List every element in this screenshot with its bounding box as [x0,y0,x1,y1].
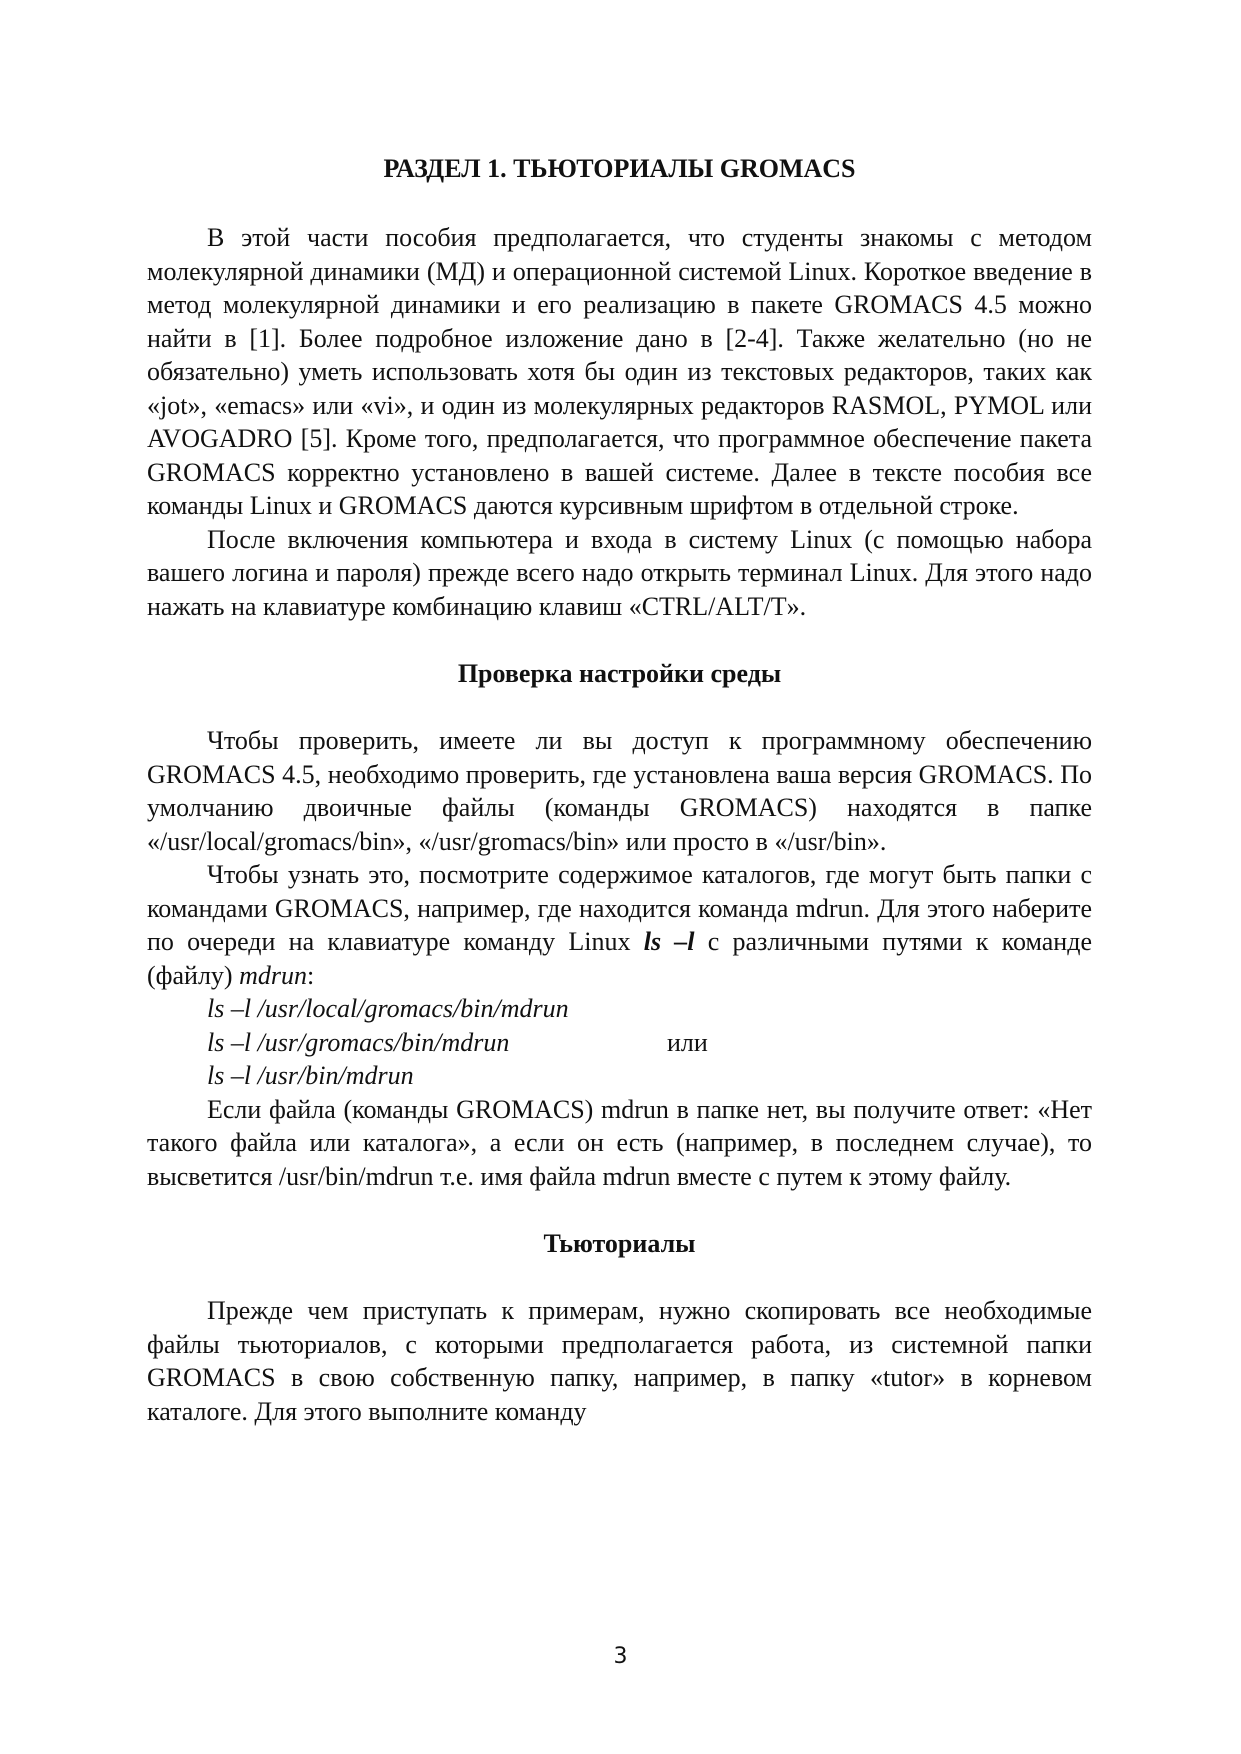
tutorials-title: Тьюториалы [543,1229,696,1258]
intro-paragraph-2: После включения компьютера и входа в систему Linux (с помощью набора вашего логина и пароля) прежде всего надо открыть терминал Linux. Для этого надо нажать на клавиатуре комбинацию клавиш «CTRL/ALT/T». [147,524,1092,621]
mdrun-file-inline: mdrun [239,960,307,990]
env-check-title: Проверка настройки среды [457,659,782,688]
env-check-paragraph-2-mid: с различными путями к команде (файлу) [147,927,1092,990]
command-line-2-row [147,1026,1092,1060]
command-line-1: ls –l /usr/local/gromacs/bin/mdrun [207,994,569,1023]
ls-command-inline: ls –l [643,927,695,956]
or-label: или [667,1027,708,1057]
page-content [147,140,1092,1428]
intro-paragraph-1: В этой части пособия предполагается, что студенты знакомы с методом молекулярной динамики (МД) и операционной системой Linux. Короткое введение в метод молекулярной динамики и его реализацию в пакете GROMACS 4.5 можно найти в [1]. Более подробное изложение дано в [2-4]. Также желательно (но не обязательно) уметь использовать хотя бы один из текстовых редакторов, таких как «jot», «emacs» или «vi», и один из молекулярных редакторов RASMOL, PYMOL или AVOGADRO [5]. Кроме того, предполагается, что программное обеспечение пакета GROMACS корректно установлено в вашей системе. Далее в тексте пособия все команды Linux и GROMACS даются курсивным шрифтом в отдельной строке. [147,223,1092,520]
env-check-paragraph-2 [147,858,1092,992]
env-check-paragraph-3: Если файла (команды GROMACS) mdrun в папке нет, вы получите ответ: «Нет такого файла или каталога», а если он есть (например, в последнем случае), то высветится /usr/bin/mdrun т.е. имя файла mdrun вместе с путем к этому файлу. [147,1094,1092,1191]
page-number: 3 [613,1644,628,1669]
env-check-paragraph-2-end: : [307,960,315,990]
env-check-paragraph-1: Чтобы проверить, имеете ли вы доступ к программному обеспечению GROMACS 4.5, необходимо проверить, где установлена ваша версия GROMACS. По умолчанию двоичные файлы (команды GROMACS) находятся в папке «/usr/local/gromacs/bin», «/usr/gromacs/bin» или просто в «/usr/bin». [147,726,1092,856]
tutorials-paragraph-1: Прежде чем приступать к примерам, нужно скопировать все необходимые файлы тьюториалов, с которыми предполагается работа, из системной папки GROMACS в свою собственную папку, например, в папку «tutor» в корневом каталоге. Для этого выполните команду [147,1296,1092,1426]
env-check-paragraph-2-start: Чтобы узнать это, посмотрите содержимое каталогов, где могут быть папки с командами GROMACS, например, где находится команда mdrun. Для этого наберите по очереди на клавиатуре команду Linux [147,860,1092,956]
section-title: РАЗДЕЛ 1. ТЬЮТОРИАЛЫ GROMACS [383,154,856,183]
command-line-2: ls –l /usr/gromacs/bin/mdrun [207,1027,510,1057]
command-line-3: ls –l /usr/bin/mdrun [207,1061,414,1090]
